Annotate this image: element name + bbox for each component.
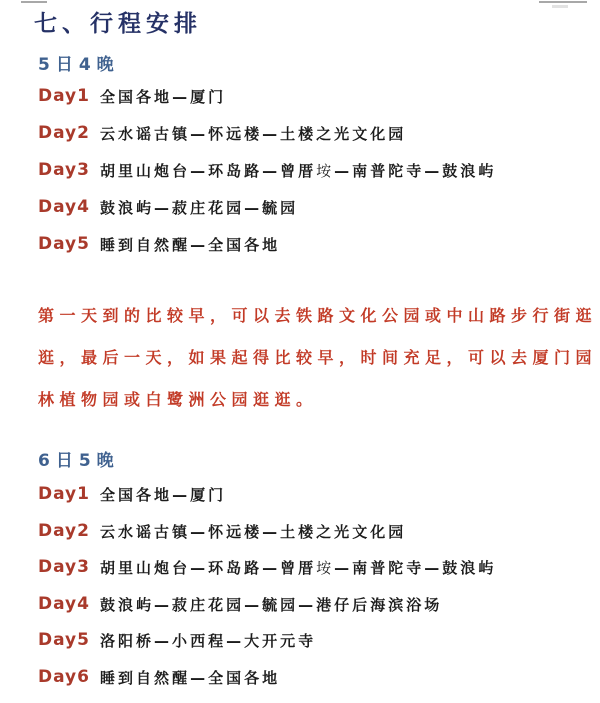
day-route: 睡到自然醒—全国各地 [100,234,280,255]
travel-tip-note [0,295,583,421]
itinerary-day-row [0,484,600,521]
itinerary-day-row [0,86,600,123]
itinerary-day-row [0,160,600,197]
plan-heading-6d5n: 6日5晚 [0,451,600,471]
day-route: 全国各地—厦门 [100,86,226,107]
travel-tip-line: 第一天到的比较早，可以去铁路文化公园或中山路步行街逛 [38,295,583,337]
day-label: Day6 [38,667,100,687]
day-label: Day4 [38,197,100,217]
day-route: 鼓浪屿—菽庄花园—毓园—港仔后海滨浴场 [100,594,442,615]
section-title: 七、行程安排 [0,0,600,38]
day-label: Day1 [38,86,100,106]
day-label: Day3 [38,160,100,180]
day-label: Day1 [38,484,100,504]
day-route: 鼓浪屿—菽庄花园—毓园 [100,197,298,218]
plan-heading-5d4n: 5日4晚 [0,55,600,75]
day-label: Day3 [38,557,100,577]
itinerary-day-row [0,630,600,667]
itinerary-day-row [0,197,600,234]
day-label: Day5 [38,630,100,650]
day-route: 全国各地—厦门 [100,484,226,505]
itinerary-day-row [0,521,600,558]
day-label: Day4 [38,594,100,614]
cropped-border-tick [552,5,568,8]
day-label: Day2 [38,521,100,541]
day-list-5d4n [0,86,600,271]
itinerary-day-row [0,557,600,594]
day-label: Day5 [38,234,100,254]
itinerary-day-row [0,123,600,160]
day-route: 云水谣古镇—怀远楼—土楼之光文化园 [100,521,406,542]
itinerary-day-row [0,667,600,703]
cropped-border-fragment-left [21,1,47,3]
itinerary-day-row [0,234,600,271]
day-list-6d5n [0,484,600,703]
day-route: 云水谣古镇—怀远楼—土楼之光文化园 [100,123,406,144]
day-route: 洛阳桥—小西程—大开元寺 [100,630,316,651]
fallback-glyph: 垵 [316,164,334,180]
day-route: 胡里山炮台—环岛路—曾厝垵—南普陀寺—鼓浪屿 [100,557,496,579]
cropped-border-fragment-right [539,1,587,3]
day-route: 睡到自然醒—全国各地 [100,667,280,688]
travel-tip-line: 林植物园或白鹭洲公园逛逛。 [38,379,583,421]
day-label: Day2 [38,123,100,143]
travel-tip-line: 逛，最后一天，如果起得比较早，时间充足，可以去厦门园 [38,337,583,379]
itinerary-day-row [0,594,600,631]
day-route: 胡里山炮台—环岛路—曾厝垵—南普陀寺—鼓浪屿 [100,160,496,182]
fallback-glyph: 垵 [316,561,334,577]
